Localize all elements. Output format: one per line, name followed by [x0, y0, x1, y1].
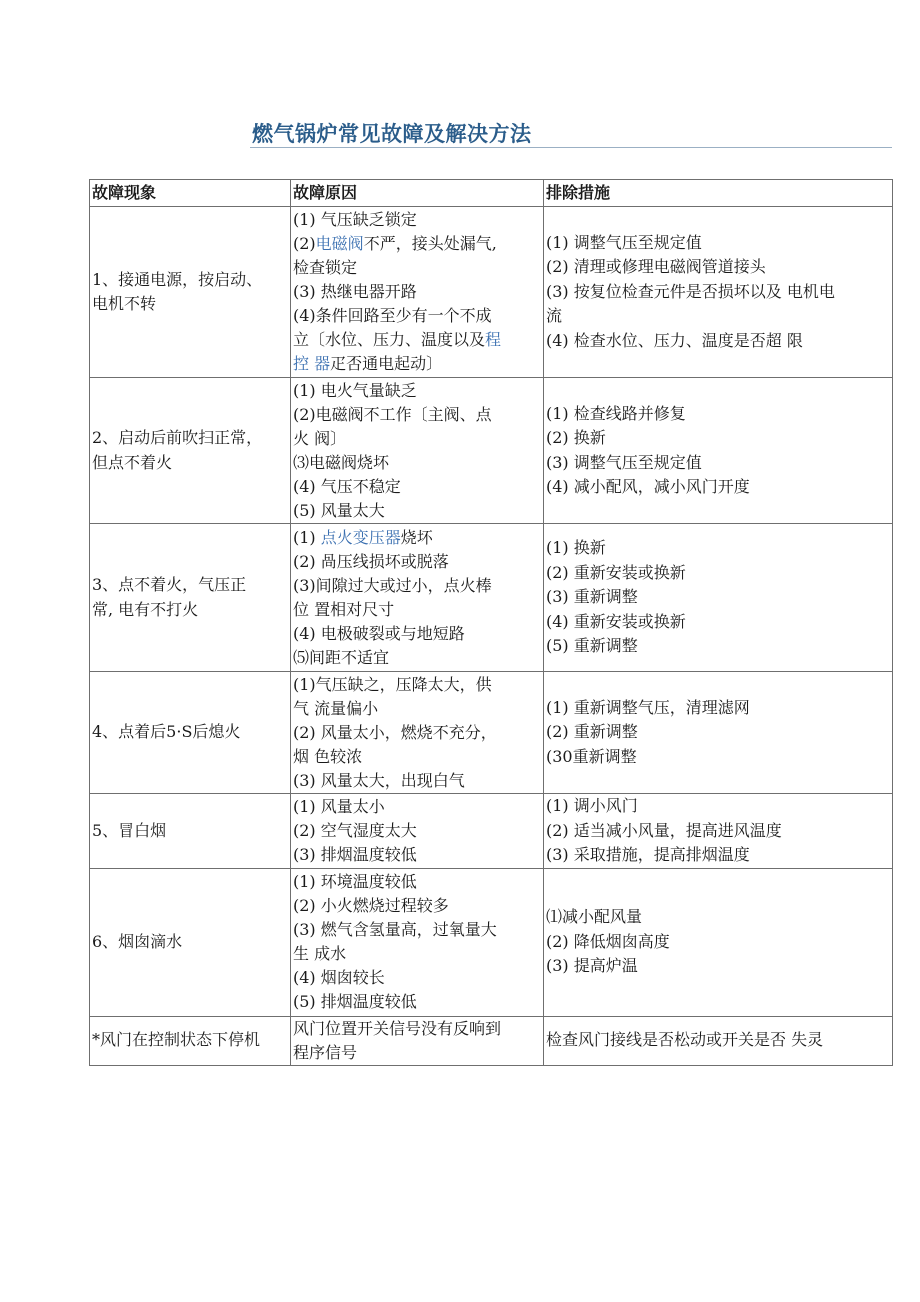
- symptom-cell: [90, 868, 291, 1016]
- cause-text: 不严，接头处漏气,: [363, 234, 497, 253]
- cause-text: 立〔水位、压力、温度以及: [293, 330, 486, 349]
- remedy-cell: [544, 207, 893, 378]
- cause-line: [293, 918, 541, 942]
- term-link[interactable]: 点火变压器: [320, 527, 401, 547]
- remedy-line: (1) 重新调整气压，清理滤网: [546, 697, 750, 717]
- remedy-line: (4) 重新安装或换新: [546, 611, 686, 631]
- symptom-line: 3、点不着火，气压正: [92, 575, 247, 594]
- symptom-line: 常, 电有不打火: [92, 599, 199, 619]
- cause-text: (3) 风量太大，出现白气: [293, 770, 465, 790]
- symptom-line: 4、点着后5·S后熄火: [92, 722, 241, 742]
- cause-cell: [291, 378, 544, 524]
- remedy-line: (3) 调整气压至规定值: [546, 452, 702, 472]
- cause-line: [293, 499, 541, 523]
- cause-text: (2) 小火燃烧过程较多: [293, 896, 449, 915]
- cause-line: [293, 819, 541, 843]
- symptom-line: 电机不转: [92, 294, 157, 313]
- cause-text: 风门位置开关信号没有反响到: [293, 1018, 502, 1038]
- remedy-line: (30重新调整: [546, 746, 637, 766]
- symptom-line: 6、烟囱滴水: [92, 931, 183, 951]
- cause-text: (2) 风量太小，燃烧不充分，: [293, 722, 497, 742]
- cause-text: 程序信号: [293, 1042, 358, 1062]
- cause-cell: [291, 524, 544, 672]
- fault-table: [89, 179, 893, 1066]
- cause-text: 气 流量偏小: [293, 698, 379, 718]
- remedy-line: (3) 重新调整: [546, 587, 638, 607]
- remedy-line: (1) 检查线路并修复: [546, 403, 686, 423]
- cause-text: (4)条件回路至少有一个不成: [293, 306, 492, 325]
- symptom-line: 5、冒白烟: [92, 820, 167, 840]
- table-row: [90, 1016, 893, 1065]
- remedy-line: (3) 提高炉温: [546, 956, 638, 976]
- cause-cell: [291, 1016, 544, 1065]
- symptom-cell: [90, 672, 291, 794]
- cause-line: [293, 304, 541, 328]
- table-row: [90, 524, 893, 672]
- cause-text: (3)间隙过大或过小，点火棒: [293, 575, 492, 595]
- term-link[interactable]: 电磁阀: [315, 234, 364, 253]
- symptom-line: *风门在控制状态下停机: [92, 1030, 261, 1050]
- cause-text: 火 阀〕: [293, 428, 347, 448]
- symptom-cell: [90, 1016, 291, 1065]
- cause-line: [293, 208, 541, 232]
- cause-line: [293, 280, 541, 304]
- remedy-line: (2) 重新安装或换新: [546, 562, 686, 582]
- cause-line: [293, 1041, 541, 1065]
- cause-text: 位 置相对尺寸: [293, 599, 395, 619]
- cause-line: [293, 232, 541, 256]
- table-row: [90, 672, 893, 794]
- cause-text: ⑶电磁阀烧坏: [293, 452, 390, 472]
- cause-text: 烟 色较浓: [293, 746, 363, 766]
- cause-line: [293, 256, 541, 280]
- cause-line: [293, 598, 541, 622]
- table-row: [90, 207, 893, 378]
- cause-text: (1) 气压缺乏锁定: [293, 210, 417, 229]
- cause-text: (5) 风量太大: [293, 500, 385, 520]
- symptom-line: 1、接通电源，按启动、: [92, 269, 263, 289]
- cause-line: [293, 795, 541, 819]
- table-row: [90, 868, 893, 1016]
- cause-line: [293, 451, 541, 475]
- cause-text: (4) 电极破裂或与地短路: [293, 623, 465, 643]
- remedy-line: (2) 清理或修理电磁阀管道接头: [546, 257, 766, 277]
- cause-text: (1): [293, 527, 321, 547]
- remedy-line: (1) 调小风门: [546, 796, 638, 815]
- cause-text: (5) 排烟温度较低: [293, 992, 417, 1011]
- remedy-line: 检查风门接线是否松动或开关是否 失灵: [546, 1030, 824, 1050]
- cause-cell: [291, 207, 544, 378]
- remedy-line: (1) 换新: [546, 538, 606, 558]
- cause-text: (3) 燃气含氢量高，过氧量大: [293, 920, 497, 939]
- remedy-cell: [544, 868, 893, 1016]
- cause-text: (1)气压缺之，压降太大，供: [293, 674, 492, 694]
- term-link[interactable]: 程: [485, 330, 502, 349]
- remedy-line: (5) 重新调整: [546, 636, 638, 656]
- remedy-cell: [544, 1016, 893, 1065]
- document-title: 燃气锅炉常见故障及解决方法: [252, 122, 532, 146]
- cause-text: (3) 热继电器开路: [293, 282, 417, 301]
- remedy-line: ⑴减小配风量: [546, 907, 643, 927]
- cause-cell: [291, 672, 544, 794]
- cause-line: [293, 550, 541, 574]
- cause-line: [293, 1017, 541, 1041]
- symptom-line: 2、启动后前吹扫正常，: [92, 428, 263, 447]
- cause-text: 疋否通电起动〕: [330, 354, 443, 373]
- remedy-cell: [544, 794, 893, 869]
- cause-line: [293, 673, 541, 697]
- remedy-line: 流: [546, 306, 563, 326]
- cause-line: [293, 526, 541, 550]
- cause-line: [293, 942, 541, 966]
- symptom-cell: [90, 794, 291, 869]
- table-header-row: [90, 180, 893, 207]
- cause-cell: [291, 794, 544, 869]
- cause-line: [293, 990, 541, 1014]
- cause-line: [293, 475, 541, 499]
- cause-text: (2) 咼压线损坏或脱落: [293, 551, 449, 571]
- remedy-line: (2) 换新: [546, 428, 606, 447]
- symptom-cell: [90, 378, 291, 524]
- cause-text: ⑸间距不适宜: [293, 647, 390, 667]
- remedy-cell: [544, 672, 893, 794]
- symptom-line: 但点不着火: [92, 452, 173, 472]
- cause-text: (1) 电火气量缺乏: [293, 380, 417, 400]
- cause-line: [293, 870, 541, 894]
- cause-line: [293, 843, 541, 867]
- remedy-cell: [544, 524, 893, 672]
- header-symptom: 故障现象: [90, 180, 291, 207]
- cause-line: [293, 745, 541, 769]
- cause-text: (4) 气压不稳定: [293, 476, 401, 496]
- cause-line: [293, 646, 541, 670]
- cause-line: [293, 328, 541, 352]
- cause-line: [293, 769, 541, 793]
- table-body: [90, 207, 893, 1066]
- cause-text: (3) 排烟温度较低: [293, 844, 417, 864]
- cause-text: (4) 烟囱较长: [293, 968, 385, 987]
- cause-text: 检查锁定: [293, 258, 358, 277]
- cause-line: [293, 894, 541, 918]
- remedy-line: (2) 降低烟囱高度: [546, 931, 670, 951]
- cause-text: (2) 空气湿度太大: [293, 820, 417, 840]
- remedy-line: (2) 适当减小风量，提高进风温度: [546, 820, 782, 840]
- symptom-cell: [90, 524, 291, 672]
- remedy-line: (2) 重新调整: [546, 722, 638, 742]
- term-link[interactable]: 控 器: [293, 354, 331, 373]
- cause-text: (2)电磁阀不工作〔主阀、点: [293, 404, 492, 424]
- remedy-cell: [544, 378, 893, 524]
- cause-line: [293, 622, 541, 646]
- cause-line: [293, 379, 541, 403]
- cause-text: (1) 环境温度较低: [293, 872, 417, 891]
- cause-line: [293, 721, 541, 745]
- cause-line: [293, 966, 541, 990]
- remedy-line: (3) 按复位检查元件是否损坏以及 电机电: [546, 281, 835, 301]
- cause-line: [293, 697, 541, 721]
- cause-text: 烧坏: [400, 527, 433, 547]
- cause-line: [293, 403, 541, 427]
- cause-text: 生 成水: [293, 944, 347, 963]
- table-row: [90, 794, 893, 869]
- table-row: [90, 378, 893, 524]
- title-underline: [250, 147, 892, 148]
- header-cause: 故障原因: [291, 180, 544, 207]
- symptom-cell: [90, 207, 291, 378]
- remedy-line: (3) 采取措施，提高排烟温度: [546, 845, 750, 864]
- cause-line: [293, 574, 541, 598]
- remedy-line: (1) 调整气压至规定值: [546, 232, 702, 252]
- cause-cell: [291, 868, 544, 1016]
- remedy-line: (4) 检查水位、压力、温度是否超 限: [546, 330, 803, 350]
- cause-text: (1) 风量太小: [293, 796, 385, 816]
- cause-text: (2): [293, 234, 316, 253]
- remedy-line: (4) 减小配风，减小风门开度: [546, 477, 750, 496]
- cause-line: [293, 352, 541, 376]
- header-remedy: 排除措施: [544, 180, 893, 207]
- cause-line: [293, 427, 541, 451]
